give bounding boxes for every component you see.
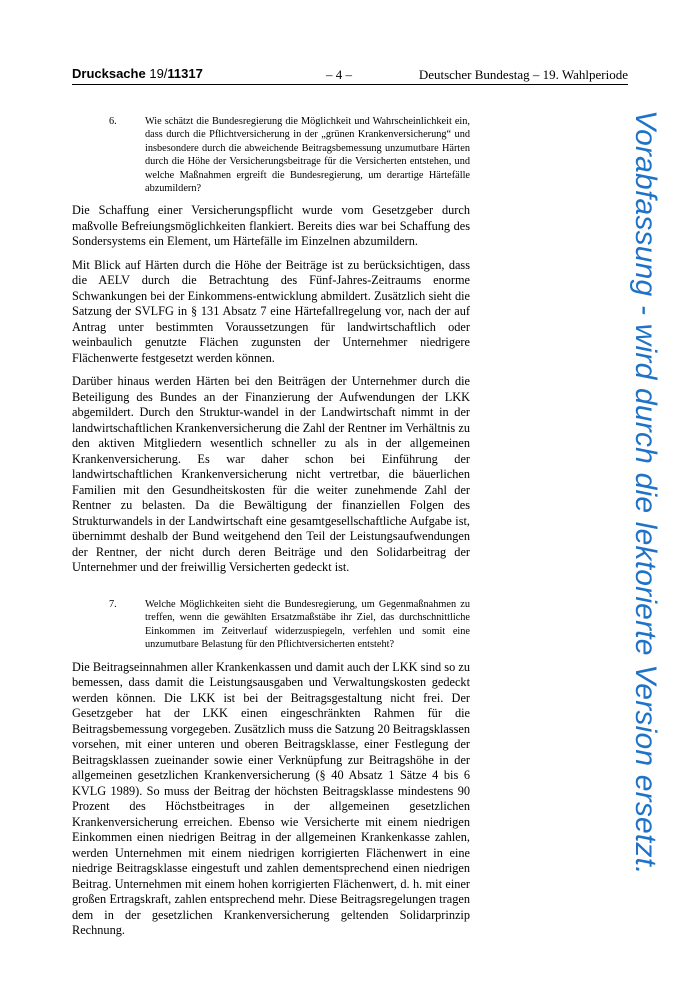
doc-number: 11317 [167,66,203,81]
question-number: 6. [109,116,117,127]
publisher: Deutscher Bundestag – 19. Wahlperiode [418,67,628,82]
answer-paragraph: Mit Blick auf Härten durch die Höhe der Beiträge ist zu berücksichtigen, dass die AELV durch die Betrachtung des Fünf-Jahres-Zeitraums enorme Schwankungen bei der Einkommens-entwicklung abmildert. Zusätzlich sieht die Satzung der SVLFG in § 131 Absatz 7 eine Härtefallregelung vor, nach der auf Antrag unter bestimmten Voraussetzungen für landwirtschaftlich oder weinbaulich genutzte Flächen zugunsten der Unternehmer niedrigere Flächenwerte festgesetzt werden können. [72,257,470,365]
draft-watermark [629,110,686,910]
header-rule [72,84,628,85]
main-content [72,115,470,947]
doc-label: Drucksache [72,66,146,81]
question-number: 7. [109,598,117,610]
question-6 [72,115,470,195]
document-id [72,66,203,81]
page-number: – 4 – [326,67,352,82]
answer-paragraph: Die Beitragseinnahmen aller Krankenkassen und damit auch der LKK sind so zu bemessen, dass damit die Leistungsausgaben und Verwaltungskosten gedeckt werden können. Die LKK ist bei der Beitragsgestaltung nicht frei. Der Gesetzgeber hat der LKK einen eingeschränkten Rahmen für die Beitragsbemessung vorgegeben. Zusätzlich muss die Satzung 20 Beitragsklassen vorsehen, mit einer unteren und oberen Beitragsklasse, einer Festlegung der Beitragsklassen zueinander sowie einer Verknüpfung zur Beitragshöhe in der allgemeinen gesetzlichen Krankenversicherung (§ 40 Absatz 1 Sätze 4 bis 6 KVLG 1989). So muss der Beitrag der höchsten Beitragsklasse mindestens 90 Prozent des Höchstbeitrages in der allgemeinen gesetzlichen Krankenversicherung erreichen. Ebenso wie Versicherte mit einem niedrigen Einkommen einen niedrigen Beitrag in der allgemeinen Krankenkasse zahlen, werden Unternehmen mit einem niedrigen korrigierten Flächenwert in eine niedrige Beitragsklasse eingestuft und zahlen dementsprechend einen niedrigen Beitrag. Unternehmen mit einem hohen korrigierten Flächenwert, d. h. mit einer großen Ertragskraft, zahlen entsprechend mehr. Diese Beitragsregelungen tragen dem in der gesetzlichen Krankenversicherung geltenden Solidarprinzip Rechnung. [72,659,470,938]
question-text: Welche Möglichkeiten sieht die Bundesregierung, um Gegenmaßnahmen zu treffen, wenn die gewählten Ersatzmaßstäbe ihr Ziel, das durchschnittliche Einkommen im Zeitverlauf widerzuspiegeln, verfehlen und somit eine unzumutbare Belastung für den Pflichtversicherten entsteht? [145,598,470,651]
doc-number-prefix: 19/ [149,66,168,81]
watermark-text: Vorabfassung - wird durch die lektorierte Version ersetzt. [629,110,662,875]
question-text: Wie schätzt die Bundesregierung die Möglichkeit und Wahrscheinlichkeit ein, dass durch die Pflichtversicherung in der „grünen Krankenversicherung“ und insbesondere durch die abweichende Beitragsbemessung unzumutbare Härten durch die Höhe der Versicherungsbeitrage für die Versicherten entstehen, und welche Maßnahmen ergreift die Bundesregierung, um derartige Härtefälle abzumildern? [145,116,470,195]
answer-paragraph: Die Schaffung einer Versicherungspflicht wurde vom Gesetzgeber durch maßvolle Befreiungsmöglichkeiten flankiert. Bereits dies war bei Schaffung des Sondersystems ein Element, um Härtefälle im Einzelnen abzumildern. [72,203,470,249]
question-7 [72,598,470,652]
page-header [72,66,628,86]
answer-paragraph: Darüber hinaus werden Härten bei den Beiträgen der Unternehmer durch die Beteiligung des Bundes an der Finanzierung der Aufwendungen der LKK abgemildert. Durch den Struktur-wandel in der Landwirtschaft nimmt in der landwirtschaftlichen Krankenversicherung die Zahl der Rentner im Verhältnis zu den aktiven Mitgliedern wesentlich schneller zu als in der allgemeinen Krankenversicherung. Es war daher schon bei Einführung der landwirtschaftlichen Krankenversicherung nicht vertretbar, die bäuerlichen Familien mit den Gesundheitskosten für die weiter zunehmende Zahl der Rentner zu belasten. Da die Bewältigung der finanziellen Folgen des Strukturwandels in der Landwirtschaft eine gesamtgesellschaftliche Aufgabe ist, übernimmt deshalb der Bund weitgehend den Teil der Leistungsaufwendungen der Rentner, der nicht durch deren Beiträge und den Solidarbeitrag der Unternehmer und der freiwillig Versicherten gedeckt ist. [72,374,470,575]
